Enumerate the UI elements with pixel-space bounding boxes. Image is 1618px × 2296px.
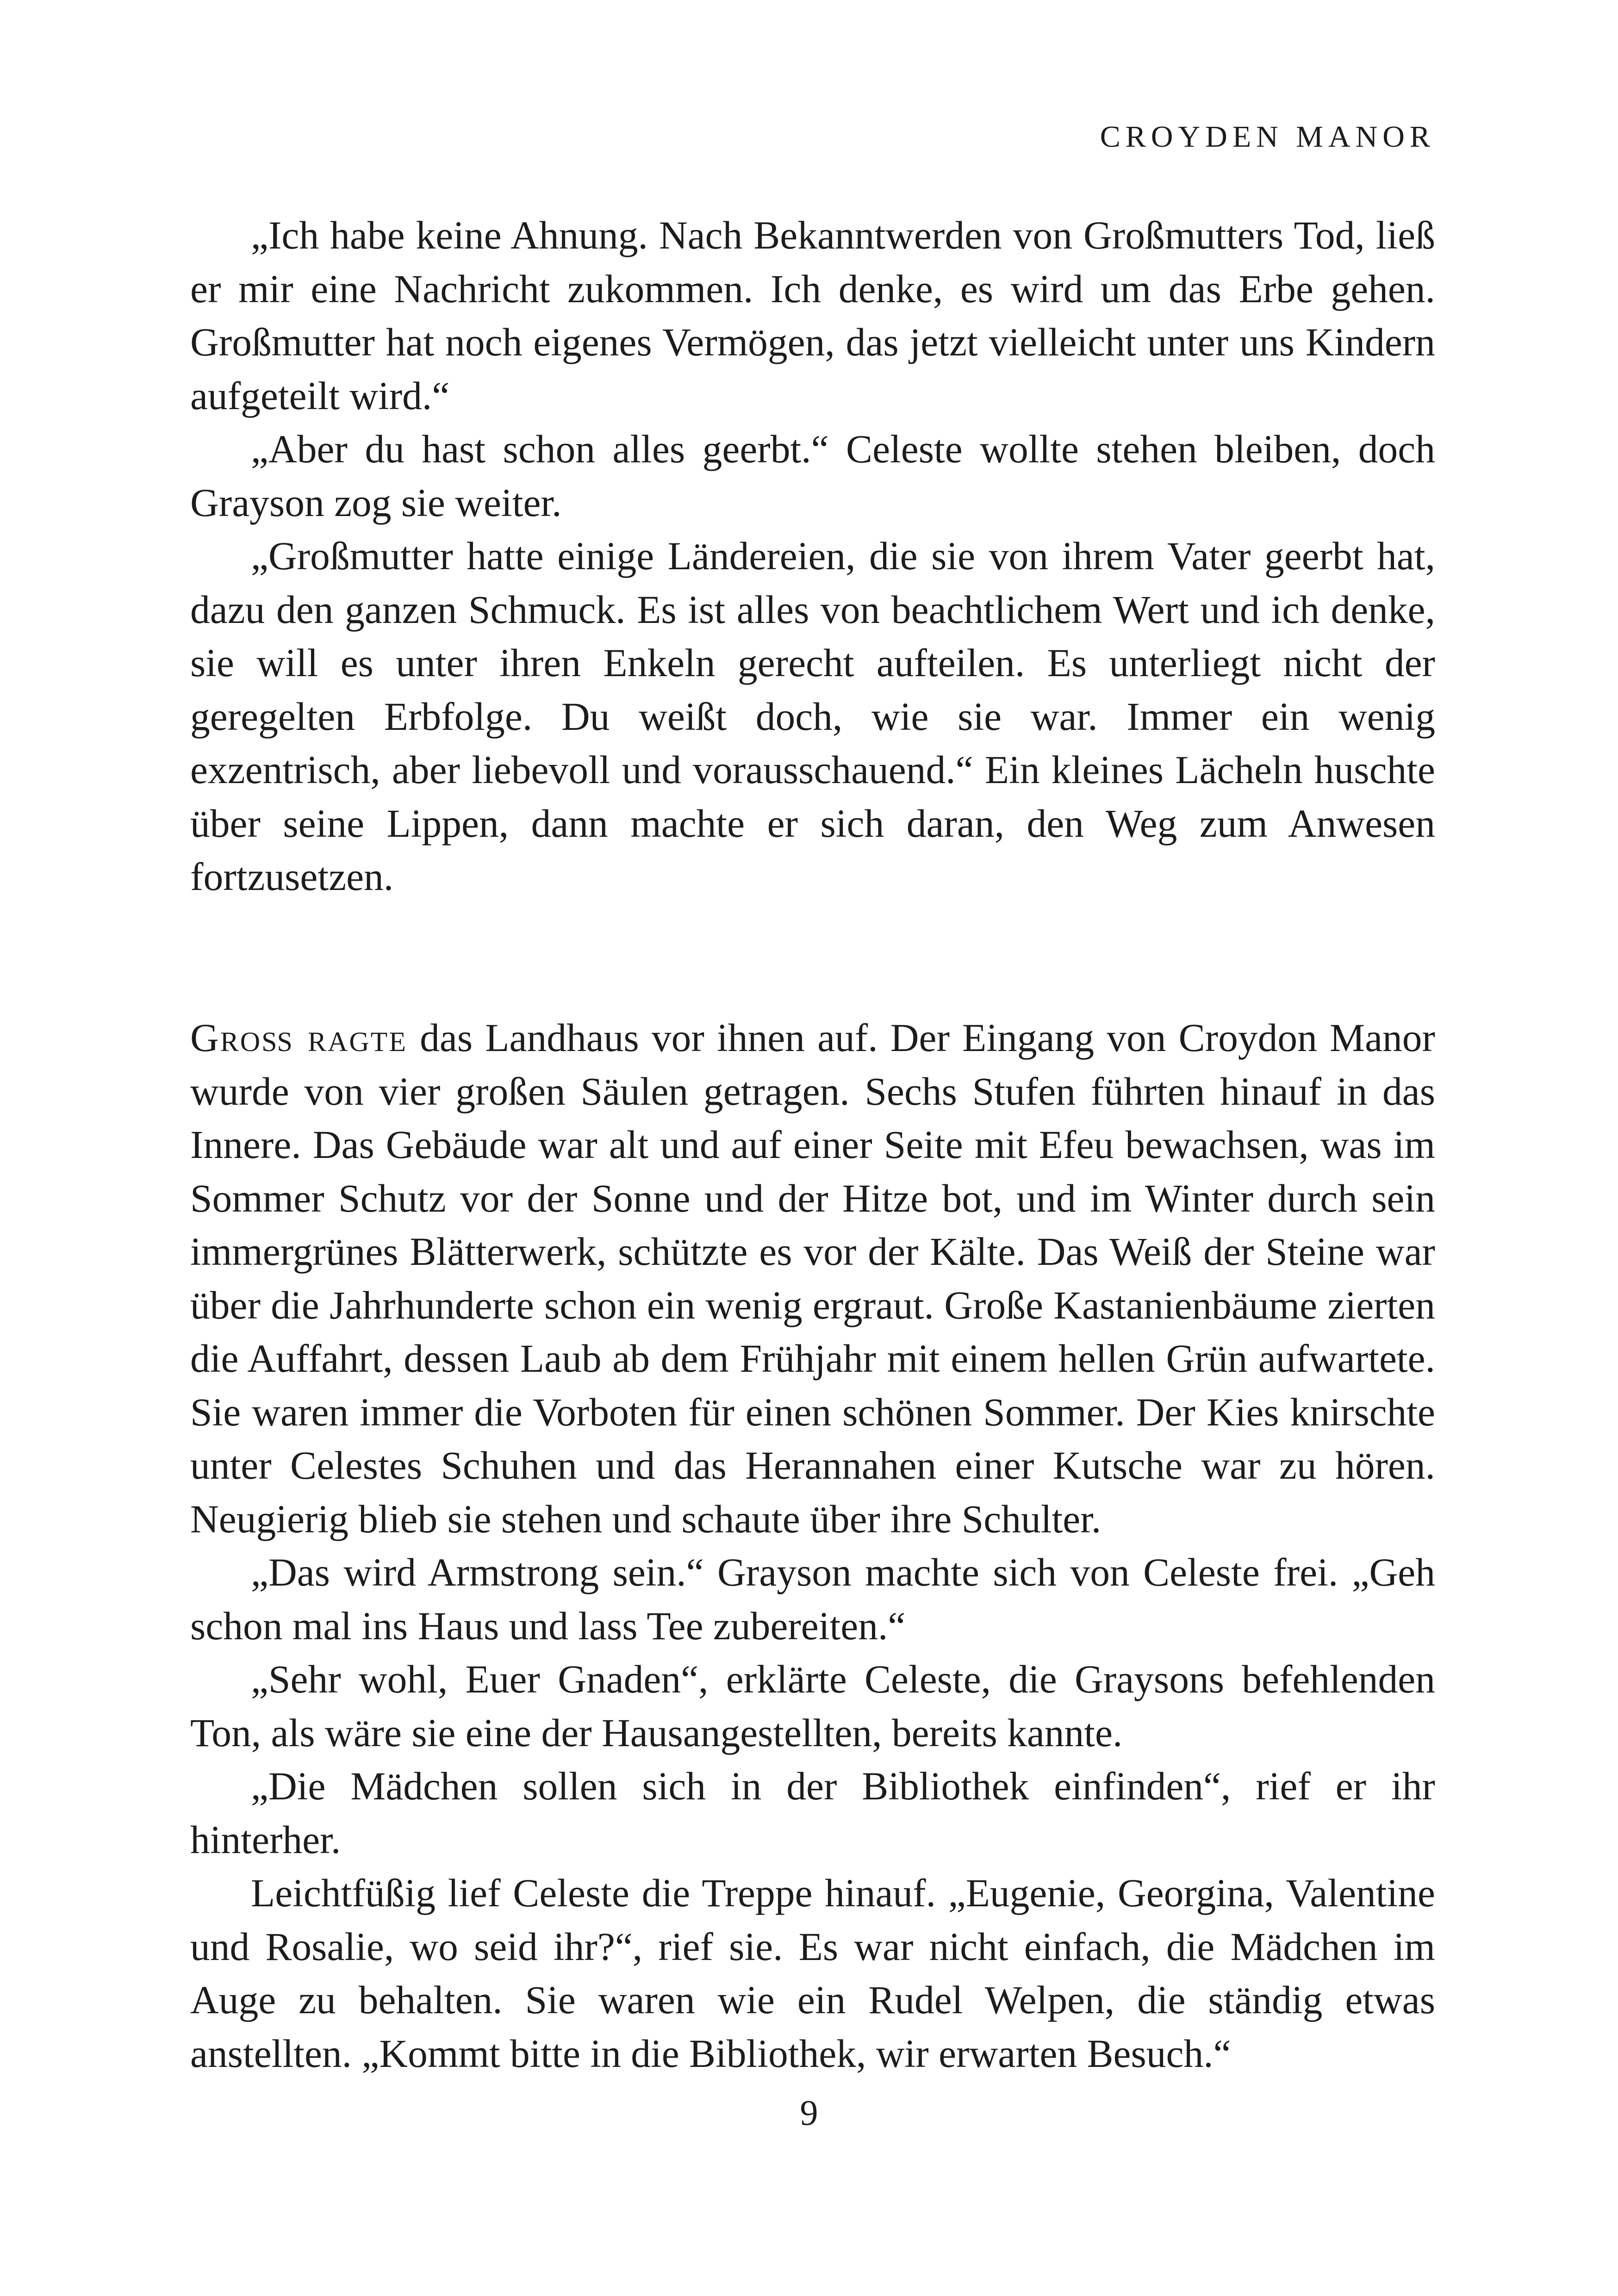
running-header: CROYDEN MANOR [1100, 120, 1435, 154]
paragraph: „Ich habe keine Ahnung. Nach Bekanntwerden von Großmutters Tod, ließ er mir eine Nachricht zukommen. Ich denke, es wird um das Erbe gehen. Großmutter hat noch eigenes Vermögen, das jetzt vielleicht unter uns Kindern aufgeteilt wird.“ [190, 214, 1435, 418]
paragraph: „Das wird Armstrong sein.“ Grayson machte sich von Celeste frei. „Geh schon mal ins Haus und lass Tee zubereiten.“ [190, 1551, 1435, 1648]
paragraph: „Großmutter hatte einige Ländereien, die sie von ihrem Vater geerbt hat, dazu den ganzen Schmuck. Es ist alles von beachtlichem Wert und ich denke, sie will es unter ihren Enkeln gerecht aufteilen. Es unterliegt nicht der geregelten Erbfolge. Du weißt doch, wie sie war. Immer ein wenig exzentrisch, aber liebevoll und vorausschauend.“ Ein kleines Lächeln huschte über seine Lippen, dann machte er sich daran, den Weg zum Anwesen fortzusetzen. [190, 535, 1435, 899]
text-section-1 [190, 209, 1435, 904]
paragraph: „Aber du hast schon alles geerbt.“ Celeste wollte stehen bleiben, doch Grayson zog sie weiter. [190, 428, 1435, 525]
paragraph: „Die Mädchen sollen sich in der Bibliothek einfinden“, rief er ihr hinterher. [190, 1765, 1435, 1862]
lead-in-small-caps: Groß ragte [190, 1016, 407, 1060]
page-number: 9 [800, 2092, 818, 2133]
opening-paragraph-text: das Landhaus vor ihnen auf. Der Eingang von Croydon Manor wurde von vier großen Säulen getragen. Sechs Stufen führten hinauf in das Innere. Das Gebäude war alt und auf einer Seite mit Efeu bewachsen, was im Sommer Schutz vor der Sonne und der Hitze bot, und im Winter durch sein immergrünes Blätterwerk, schützte es vor der Kälte. Das Weiß der Steine war über die Jahrhunderte schon ein wenig ergraut. Große Kastanienbäume zierten die Auffahrt, dessen Laub ab dem Frühjahr mit einem hellen Grün aufwartete. Sie waren immer die Vorboten für einen schönen Sommer. Der Kies knirschte unter Celestes Schuhen und das Herannahen einer Kutsche war zu hören. Neugierig blieb sie stehen und schaute über ihre Schulter. [190, 1016, 1435, 1541]
paragraph: „Sehr wohl, Euer Gnaden“, erklärte Celeste, die Graysons befehlenden Ton, als wäre sie eine der Hausangestellten, bereits kannte. [190, 1658, 1435, 1755]
paragraph: Leichtfüßig lief Celeste die Treppe hinauf. „Eugenie, Georgina, Valentine und Rosalie, wo seid ihr?“, rief sie. Es war nicht einfach, die Mädchen im Auge zu behalten. Sie waren wie ein Rudel Welpen, die ständig etwas anstellten. „Kommt bitte in die Bibliothek, wir erwarten Besuch.“ [190, 1872, 1435, 2076]
text-section-2 [190, 1012, 1435, 2081]
section-opening-paragraph [190, 1012, 1435, 1546]
